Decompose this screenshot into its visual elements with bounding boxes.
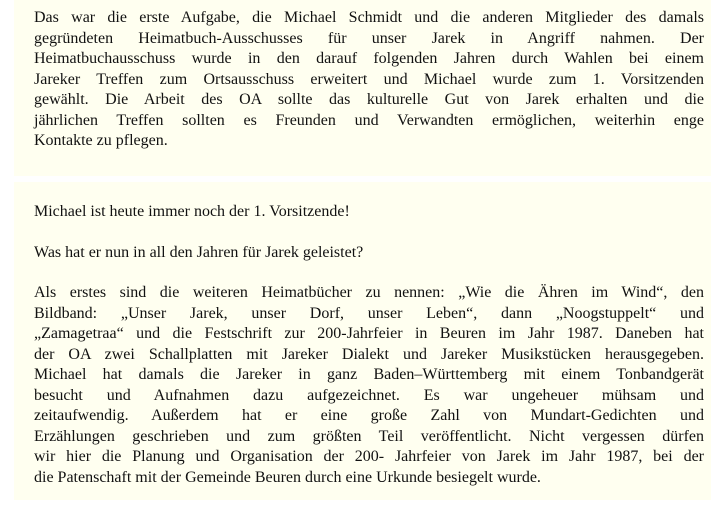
text-line: besucht und Aufnahmen dazu aufgezeichnet. Es war ungeheuer mühsam und [34,386,704,404]
text-block-achievements [14,182,711,500]
text-line: Erzählungen geschrieben und zum größten Teil veröffentlicht. Nicht vergessen dürfen [34,427,704,445]
text-line: Als erstes sind die weiteren Heimatbücher zu nennen: „Wie die Ähren im Wind“, den [34,284,704,301]
text-line: Michael hat damals die Jareker in ganz Baden–Württemberg mit einem Tonbandgerät [34,366,704,383]
text-block-intro [14,0,711,176]
text-line: Kontakte zu pflegen. [34,132,168,149]
text-line: die Patenschaft mit der Gemeinde Beuren durch eine Urkunde besiegelt wurde. [34,468,541,486]
text-line: der OA zwei Schallplatten mit Jareker Dialekt und Jareker Musikstücken herausgegeben. [34,345,704,363]
paragraph-question: Was hat er nun in all den Jahren für Jarek geleistet? [34,243,364,261]
text-line: gewählt. Die Arbeit des OA sollte das kulturelle Gut von Jarek erhalten und die [34,91,704,108]
text-line: Bildband: „Unser Jarek, unser Dorf, unser Leben“, dann „Noogstuppelt“ und [34,304,704,322]
text-line: jährlichen Treffen sollten es Freunden und Verwandten ermöglichen, weiterhin enge [34,111,704,129]
text-line: wir hier die Planung und Organisation der 200- Jahrfeier von Jarek im Jahr 1987, bei der [34,448,704,465]
paragraph-intro [34,8,704,152]
text-line: Jareker Treffen zum Ortsausschuss erweitert und Michael wurde zum 1. Vorsitzenden [34,70,704,88]
text-line: Heimatbuchausschuss wurde in den darauf folgenden Jahren durch Wahlen bei einem [34,50,704,67]
paragraph-chairman: Michael ist heute immer noch der 1. Vorsitzende! [34,203,350,220]
text-line: „Zamagetraa“ und die Festschrift zur 200-Jahrfeier in Beuren im Jahr 1987. Daneben hat [34,325,704,342]
text-line: Das war die erste Aufgabe, die Michael Schmidt und die anderen Mitglieder des damals [34,9,704,26]
text-line: zeitaufwendig. Außerdem hat er eine große Zahl von Mundart-Gedichten und [34,407,704,424]
text-line: gegründeten Heimatbuch-Ausschusses für unser Jarek in Angriff nahmen. Der [34,29,704,47]
paragraph-achievements [34,283,704,488]
